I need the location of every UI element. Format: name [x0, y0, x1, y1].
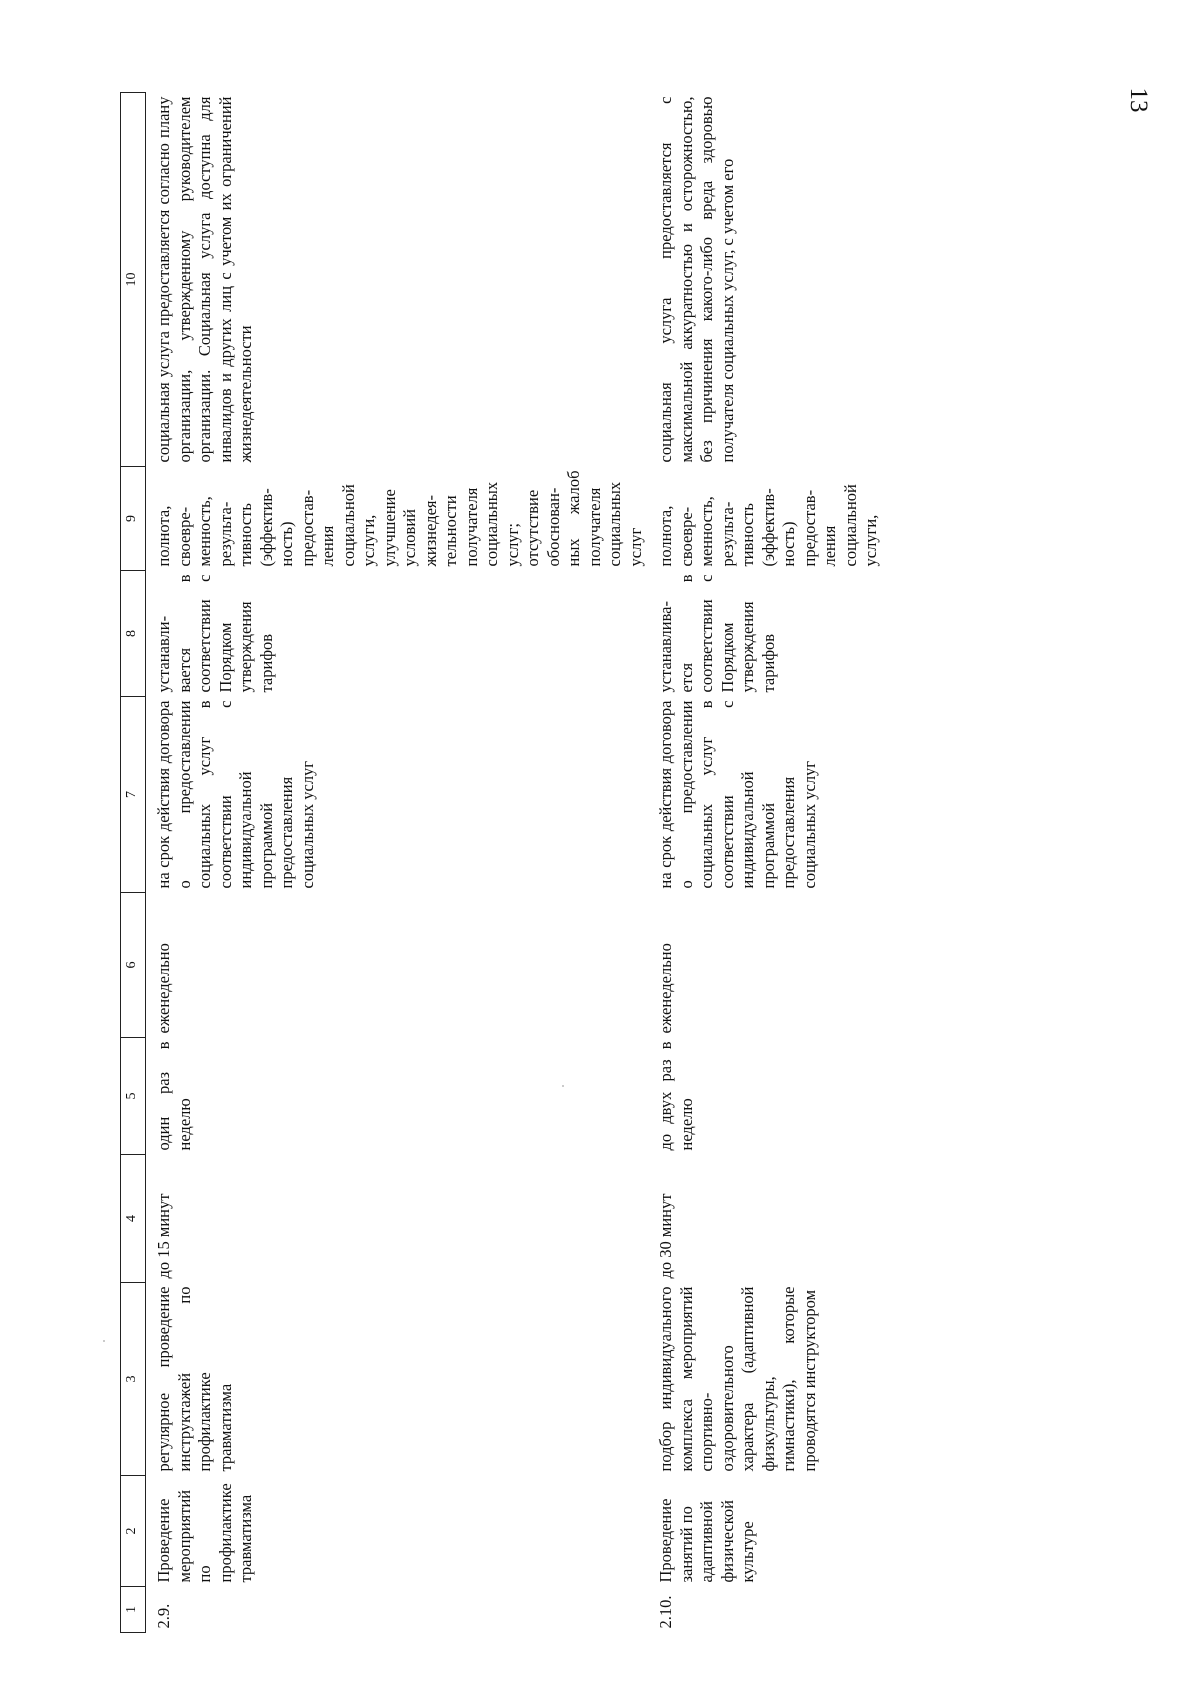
service-duration: до 15 минут	[154, 1193, 173, 1279]
service-cost: устанавлива- ется в соответствии с Порядком утверждения тарифов	[656, 574, 778, 693]
service-term: на срок действия договора о предоставлении социальных услуг в соответствии с индивидуальной программой предоставления социальных услуг	[154, 700, 317, 889]
service-name: Проведение занятий по адаптивной физической культуре	[656, 1498, 757, 1583]
scan-speck	[562, 1085, 564, 1087]
service-cost: устанавли- вается в соответствии с Порядком утверждения тарифов	[154, 574, 276, 693]
service-term: на срок действия договора о предоставлении социальных услуг в соответствии с индивидуальной программой предоставления социальных услуг	[656, 700, 819, 889]
service-name: Проведение мероприятий по профилактике травматизма	[154, 1483, 255, 1583]
scan-speck	[103, 1340, 105, 1342]
table-row	[646, 93, 882, 1633]
table-row	[146, 93, 647, 1633]
service-quality: полнота, своевре- менность, результа- тивность (эффектив- ность) предостав- ления социальной услуги, улучшение условий жизнедея- тельности получателя социальных услуг; отсутствие обоснован- ных жалоб получателя социальных услуг	[154, 470, 645, 567]
column-number: 6	[121, 893, 146, 1038]
column-number-row	[121, 93, 146, 1633]
column-number: 9	[121, 467, 146, 571]
service-frequency: еженедельно	[154, 943, 173, 1034]
column-number: 5	[121, 1038, 146, 1155]
service-conditions: социальная услуга предоставляется с максимальной аккуратностью и осторожностью, без причинения какого-либо вреда здоровью получателя социальных услуг, с учетом его	[656, 96, 737, 463]
column-number: 3	[121, 1283, 146, 1476]
service-duration: до 30 минут	[656, 1193, 675, 1279]
service-description: регулярное проведение инструктажей по профилактике травматизма	[154, 1286, 235, 1472]
service-conditions: социальная услуга предоставляется согласно плану организации, утвержденному руководителем организации. Социальная услуга доступна для инвалидов и других лиц с учетом их ограничений жизнедеятельности	[154, 96, 255, 463]
service-periodicity: до двух раз в неделю	[656, 1041, 696, 1151]
column-number: 8	[121, 571, 146, 697]
column-number: 10	[121, 93, 146, 467]
rotated-page	[120, 93, 1200, 1633]
services-table	[120, 92, 882, 1633]
page-number: 13	[1125, 87, 1152, 113]
service-description: подбор индивидуального комплекса мероприятий спортивно- оздоровительного характера (адаптивной физкультуры, гимнастики), которые проводятся инструктором	[656, 1286, 819, 1472]
row-number: 2.10.	[656, 1595, 675, 1629]
service-quality: полнота, своевре- менность, результа- тивность (эффектив- ность) предостав- ления социальной услуги,	[656, 484, 880, 567]
service-periodicity: один раз в неделю	[154, 1041, 194, 1151]
column-number: 7	[121, 697, 146, 893]
row-number: 2.9.	[154, 1603, 173, 1629]
column-number: 1	[121, 1587, 146, 1633]
column-number: 4	[121, 1155, 146, 1283]
service-frequency: еженедельно	[656, 943, 675, 1034]
column-number: 2	[121, 1476, 146, 1587]
